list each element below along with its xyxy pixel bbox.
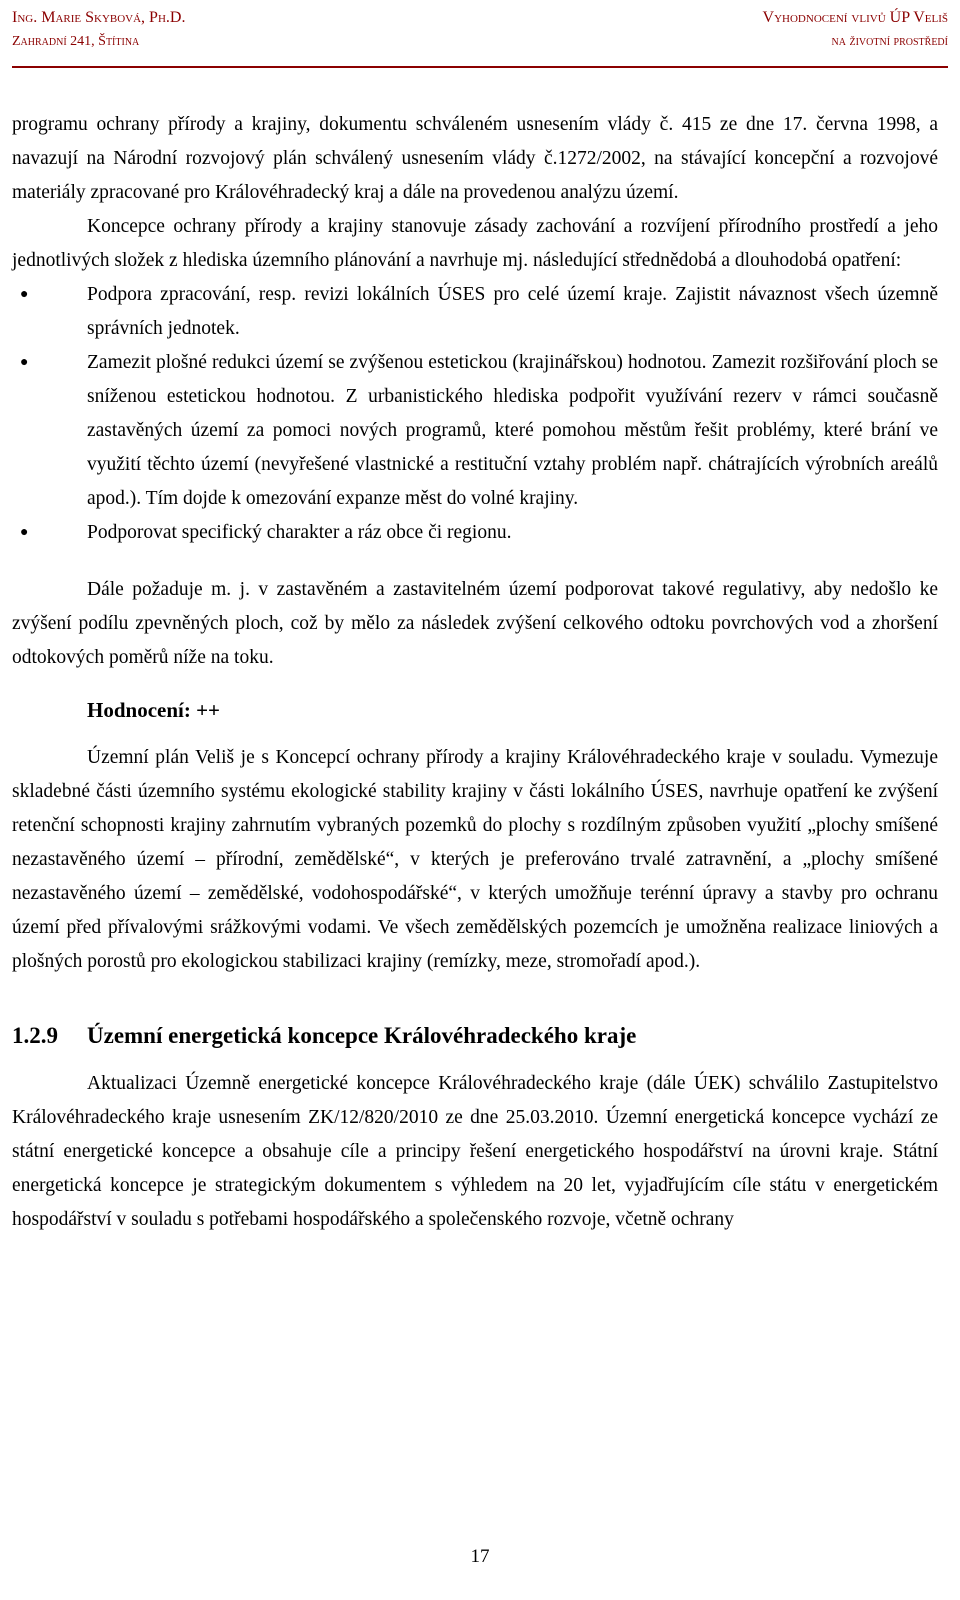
list-item-text: Zamezit plošné redukci území se zvýšenou estetickou (krajinářskou) hodnotou. Zamezit rozšiřování ploch se sníženou estetickou hodnotou. Z urbanistického hlediska podpořit využívání rezerv v rámci současně zastavěných území za pomoci nových programů, které pomohou městům řešit problémy, které brání ve využití těchto území (nevyřešené vlastnické a restituční vztahy problém např. chátrajících výrobních areálů apod.). Tím dojde k omezování expanze měst do volné krajiny. xyxy=(87,352,938,509)
list-item xyxy=(12,278,938,346)
author-name: Ing. Marie Skybová, Ph.D. xyxy=(12,9,186,26)
page-body xyxy=(12,108,938,1237)
bullet-icon: ● xyxy=(20,355,29,370)
list-item-text: Podporovat specifický charakter a ráz obce či regionu. xyxy=(87,522,512,543)
paragraph-energy-concept: Aktualizaci Územně energetické koncepce Královéhradeckého kraje (dále ÚEK) schválilo Zastupitelstvo Královéhradeckého kraje usnesením ZK/12/820/2010 ze dne 25.03.2010. Územní energetická koncepce vychází ze státní energetické koncepce a obsahuje cíle a principy řešení energetického hospodářství na úrovni kraje. Státní energetická koncepce je strategickým dokumentem s výhledem na 20 let, vyjadřujícím cíle státu v energetickém hospodářství v souladu s potřebami hospodářského a společenského rozvoje, včetně ochrany xyxy=(12,1073,938,1230)
header-rule xyxy=(12,66,948,68)
paragraph-assessment: Územní plán Veliš je s Koncepcí ochrany přírody a krajiny Královéhradeckého kraje v souladu. Vymezuje skladebné části územního systému ekologické stability krajiny v části lokálního ÚSES, navrhuje opatření ke zvýšení retenční schopnosti krajiny zahrnutím vybraných pozemků do plochy s rozdílným způsoben využití „plochy smíšené nezastavěného území – přírodní, zemědělské“, v kterých je preferováno trvalé zatravnění, a „plochy smíšené nezastavěného území – zemědělské, vodohospodářské“, v kterých umožňuje terénní úpravy a stavby pro ochranu území před přívalovými srážkovými vodami. Ve všech zemědělských pozemcích je umožněna realizace liniových a plošných porostů pro ekologickou stabilizaci krajiny (remízky, meze, stromořadí apod.). xyxy=(12,747,938,972)
author-address: Zahradní 241, Štítina xyxy=(12,34,140,49)
section-title: Územní energetická koncepce Královéhradeckého kraje xyxy=(87,1023,637,1048)
paragraph-concept: Koncepce ochrany přírody a krajiny stanovuje zásady zachování a rozvíjení přírodního prostředí a jeho jednotlivých složek z hlediska územního plánování a navrhuje mj. následující střednědobá a dlouhodobá opatření: xyxy=(12,216,938,271)
list-item-text: Podpora zpracování, resp. revizi lokálních ÚSES pro celé území kraje. Zajistit návaznost všech územně správních jednotek. xyxy=(87,284,938,339)
list-item xyxy=(12,346,938,516)
paragraph-requirements: Dále požaduje m. j. v zastavěném a zastavitelném území podporovat takové regulativy, aby nedošlo ke zvýšení podílu zpevněných ploch, což by mělo za následek zvýšení celkového odtoku povrchových vod a zhoršení odtokových poměrů níže na toku. xyxy=(12,579,938,668)
page-number: 17 xyxy=(470,1546,490,1567)
list-item xyxy=(12,516,938,550)
measures-list xyxy=(12,278,938,550)
section-number: 1.2.9 xyxy=(12,1023,58,1048)
rating-heading: Hodnocení: ++ xyxy=(87,698,221,722)
paragraph-continuation: programu ochrany přírody a krajiny, dokumentu schváleném usnesením vlády č. 415 ze dne 17. června 1998, a navazují na Národní rozvojový plán schválený usnesením vlády č.1272/2002, na stávající koncepční a rozvojové materiály zpracované pro Královéhradecký kraj a dále na provedenou analýzu území. xyxy=(12,114,938,203)
bullet-icon: ● xyxy=(20,525,29,540)
section-heading xyxy=(12,1019,938,1053)
bullet-icon: ● xyxy=(20,287,29,302)
document-subtitle: na životní prostředí xyxy=(831,34,948,49)
document-title: Vyhodnocení vlivů ÚP Veliš xyxy=(762,9,948,26)
page-header xyxy=(12,6,948,62)
